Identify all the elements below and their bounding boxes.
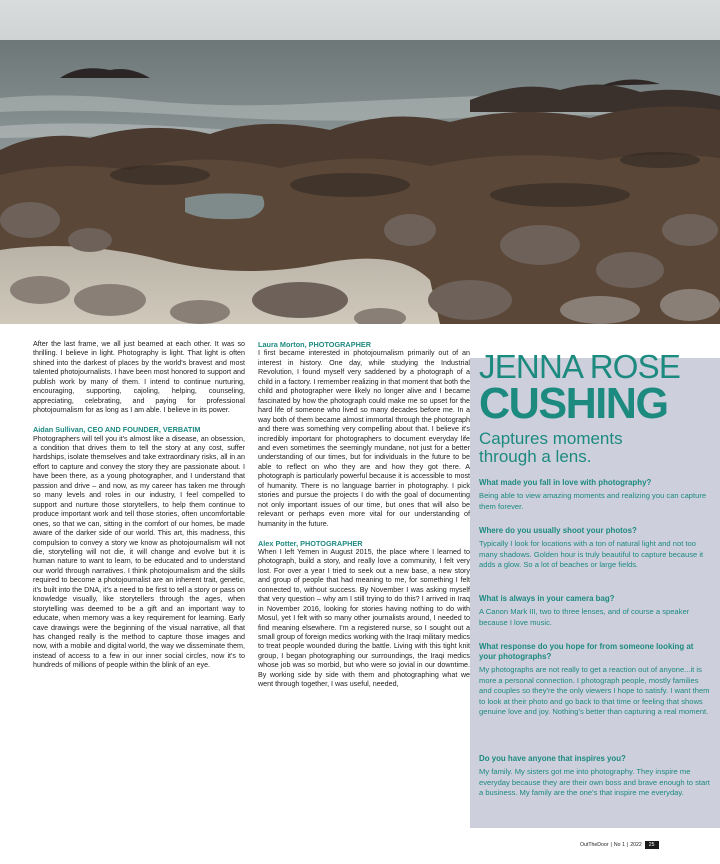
byline-alex-potter: Alex Potter, PHOTOGRAPHER <box>258 538 363 548</box>
column2-paragraph: When I left Yemen in August 2015, the place where I learned to photograph, build a story, and really love a community, I felt very lost. For over a year I tried to seek out a new base, a new story and group of people that had meaning to me, for something I felt connected to, without success. By November I was asking myself that very question – why am I still trying to do this? I arrived in Iraq in November 2016, looking for stories having nothing to do with Mosul, yet I felt with so many other journalists around, I needed to find meaning elsewhere. I'm a registered nurse, so I sought out a small group of foreign medics working with the Iraqi military medics to treat people wounded during the battle. Living with this tight knit group, I began photographing our surroundings, the Iraqi medics whose job was so morbid, but who were so jovial in our downtime. By working side by side with them and photographing what we went through together, I was useful, needed, <box>258 547 470 689</box>
issue-year: 2022 <box>630 842 642 848</box>
footer-separator: | <box>626 842 629 848</box>
hero-photo <box>0 0 720 324</box>
qa-question: What response do you hope for from someone looking at your photographs? <box>479 642 694 661</box>
byline-aidan-sullivan: Aidan Sullivan, CEO AND FOUNDER, VERBATIM <box>33 425 201 435</box>
subtitle-line-1: Captures moments <box>479 429 623 448</box>
qa-answer: My photographs are not really to get a reaction out of anyone...it is more a personal connection. I photograph people, mostly families and couples so they're the only viewers I hope to satisfy. I want them to look at their photo and go back to that time or feeling that shows genuine love and joy. Nothing's better than capturing a real moment. <box>479 665 710 717</box>
qa-item <box>479 754 711 799</box>
subtitle-line-2: through a lens. <box>479 447 592 466</box>
rocky-shoreline-photo <box>0 0 720 324</box>
column2-paragraph: I first became interested in photojournalism primarily out of an interest in history. One day, while studying the Industrial Revolution, I found myself very saddened by a photograph of a child in a factory. I remember realizing in that moment that both the child and photographer were likely no longer alive and I became fascinated by how the photograph could make me so upset for the hard life of someone who lived so many decades before me. In a way both of them became almost immortal through the photograph and there was something very compelling about that. I believe it's incredibly important for photographers to document everyday life and even sometimes the seemingly mundane, not just for a better understanding of our times, but for individuals in the future to be able to reflect on who they are and how they got there. A photograph is particularly powerful because it is accessible to most of humanity. There is no language barrier in photography. I pick stories and pursue the projects I do with the goal of documenting not only important issues of our time, but ones that will also be relevant or perhaps even more vital for our understanding of humanity in the future. <box>258 349 470 528</box>
qa-item <box>479 478 711 512</box>
profile-sidebar <box>470 348 720 828</box>
qa-question: What made you fall in love with photography? <box>479 478 652 487</box>
column1-paragraph: Photographers will tell you it's almost like a disease, an obsession, a condition that drives them to tell the story at any cost, suffer hardships, isolate themselves and take extraordinary risks, all in an effort to capture and convey the story they are passionate about. I have been there, as a young photographer, and I understand that passion and drive – and now, as my career has taken me through so many levels and roles in our industry, I feel compelled to support and nurture those storytellers, to help them continue to produce important work and tell those stories, often uncomfortable ones, so that we can, sitting in the comfort of our homes, be made aware of the darker side of our world. This art, this madness, this compulsion to convey a story we know as photojournalism will not die, storytelling will not die, it will change and evolve but it is human nature to want to learn, to be educated and to understand our world through narratives. I think photojournalism and the skills required to become a photojournalist are an inherent trait, genetic, it's built into the DNA, it's a need to be first to tell a story or pass on knowledge visually, like storytellers through the ages, when storytelling was deemed to be a gift and an important way to educate, when memory was a key requirement for learning. Early cave drawings were the beginning of the visual narrative, all that has changed really is the method to capture those images and now, with a mobile and digital world, the way we disseminate them, instead of access to a few in our inner social circles, now it's to hundreds of millions of people within the blink of an eye. <box>33 434 245 670</box>
page-number: 25 <box>645 841 659 849</box>
sidebar-content <box>479 348 710 798</box>
byline-laura-morton: Laura Morton, PHOTOGRAPHER <box>258 340 371 349</box>
qa-question: Where do you usually shoot your photos? <box>479 526 637 535</box>
magazine-name: OutTheDoor <box>580 842 609 848</box>
page-footer <box>580 840 700 850</box>
profile-subtitle <box>479 430 709 466</box>
article-column-2 <box>258 340 470 699</box>
column1-paragraph: After the last frame, we all just beamed at each other. It was so thrilling. I believe in light. Photography is light. That light is often shined into the darkest of places by the world's bravest and most talented photojournalists. I have been most honored to support and publish work by many of them. I intend to continue nurturing, encouraging, supporting, cajoling, helping, counseling, appreciating, celebrating, and paying for professional photojournalism for as long as I am able. I believe in its power. <box>33 340 245 415</box>
qa-question: Do you have anyone that inspires you? <box>479 754 626 763</box>
profile-name-last: CUSHING <box>479 379 668 428</box>
qa-item <box>479 526 711 571</box>
qa-question: What is always in your camera bag? <box>479 594 615 603</box>
qa-answer: Being able to view amazing moments and realizing you can capture them forever. <box>479 491 707 511</box>
qa-answer: Typically I look for locations with a ton of natural light and not too many shadows. Golden hour is truly beautiful to capture because it adds a glow. So a lot of beaches or large fields. <box>479 539 704 570</box>
profile-name-first: JENNA ROSE <box>479 348 681 385</box>
issue-number: No 1 <box>613 842 625 848</box>
qa-item <box>479 594 711 628</box>
article-column-1 <box>33 340 245 680</box>
qa-answer: My family. My sisters got me into photography. They inspire me everyday because they are their own boss and brave enough to start a business. My family are the one's that inspire me everyday. <box>479 767 710 798</box>
footer-separator: | <box>610 842 612 848</box>
qa-answer: A Canon Mark III, two to three lenses, and of course a speaker because I love music. <box>479 607 690 627</box>
qa-item <box>479 642 711 718</box>
